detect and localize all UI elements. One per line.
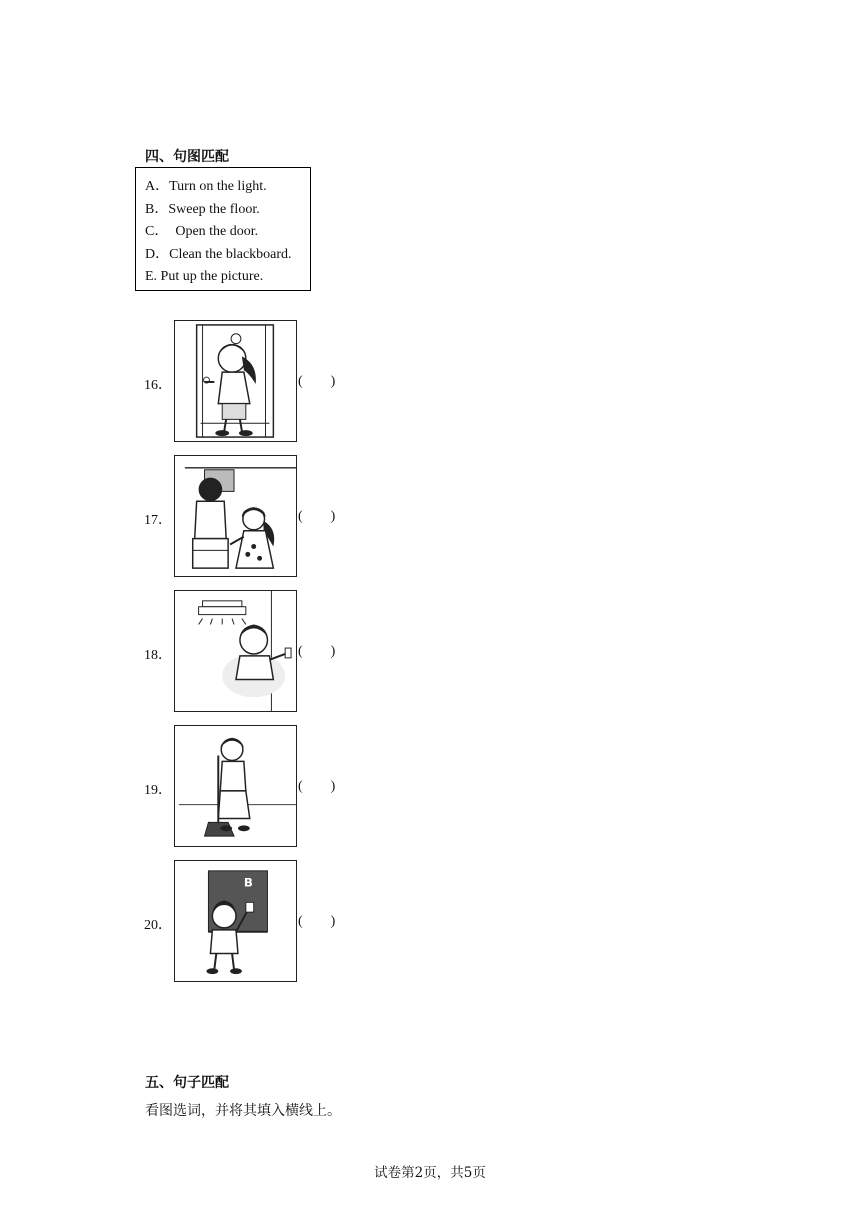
option-b: B．Sweep the floor. [145, 201, 260, 217]
option-a: A．Turn on the light. [145, 179, 267, 194]
option-c: C． Open the door. [145, 224, 259, 239]
answer-blank[interactable]: ( ) [298, 644, 336, 659]
question-number: 16． [144, 378, 172, 393]
section-5-title: 五、句子匹配 [145, 1075, 229, 1091]
answer-blank[interactable]: ( ) [298, 374, 336, 389]
option-d: D．Clean the blackboard. [145, 246, 292, 262]
question-number: 19． [144, 783, 172, 798]
picture-girl-opening-door [174, 320, 297, 442]
question-number: 18． [144, 648, 172, 663]
section-5-instruction: 看图选词，并将其填入横线上。 [145, 1103, 341, 1119]
picture-boy-turning-on-light [174, 590, 297, 712]
options-box [135, 167, 311, 291]
answer-blank[interactable]: ( ) [298, 914, 336, 929]
answer-blank[interactable]: ( ) [298, 509, 336, 524]
section-4-title: 四、句图匹配 [145, 149, 229, 165]
board-letter: B [243, 875, 253, 890]
question-number: 17． [144, 513, 172, 528]
page-footer: 试卷第2页，共5页 [374, 1165, 486, 1181]
picture-boy-sweeping-floor [174, 725, 297, 847]
answer-blank[interactable]: ( ) [298, 779, 336, 794]
picture-boy-cleaning-blackboard [174, 860, 297, 982]
picture-boy-putting-up-picture [174, 455, 297, 577]
question-number: 20． [144, 918, 172, 933]
option-e: E. Put up the picture. [145, 269, 264, 284]
